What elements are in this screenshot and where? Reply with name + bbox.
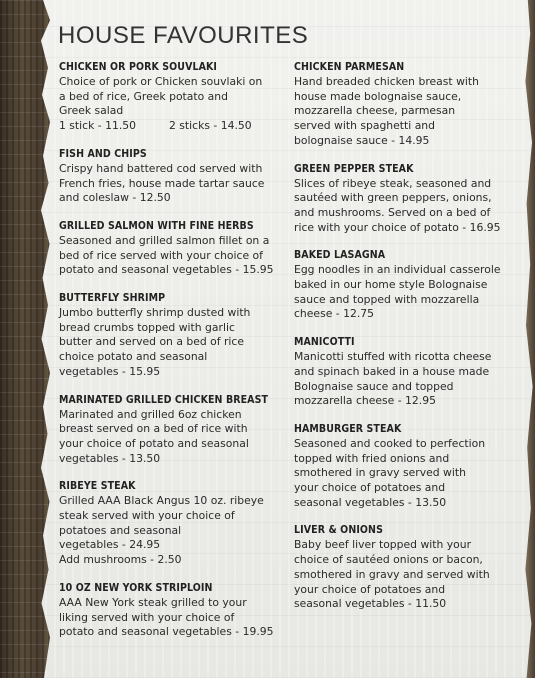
menu-item-description: Jumbo butterfly shrimp dusted with bread crumbs topped with garlic butter and served on a bed of rice choice potato and seasonal vegetables - 15.95 [59,306,251,378]
menu-item-name: 10 OZ NEW YORK STRIPLOIN [59,581,213,594]
menu-item [59,581,289,640]
menu-item-name: FISH AND CHIPS [59,147,147,160]
menu-column-left [59,60,289,653]
menu-item [294,248,516,322]
menu-item-description: Choice of pork or Chicken souvlaki on a bed of rice, Greek potato and Greek salad [59,75,263,118]
menu-item-description: Seasoned and grilled salmon fillet on a bed of rice served with your choice of potato and seasonal vegetables - 15.95 [59,233,274,277]
menu-item [59,291,289,380]
menu-item [294,422,516,511]
menu-item-name: GREEN PEPPER STEAK [294,162,414,175]
menu-item [294,162,516,236]
menu-item-price: 2 sticks - 14.50 [169,119,252,133]
menu-item-prices [59,119,289,134]
menu-item-description: Marinated and grilled 6oz chicken breast served on a bed of rice with your choice of potato and seasonal vegetables - 13.50 [59,407,249,465]
menu-item [59,60,289,134]
wood-border-right [523,0,535,678]
menu-item-description: Baby beef liver topped with your choice of sautéed onions or bacon, smothered in gravy and served with your choice of potatoes and seasonal vegetables - 11.50 [294,538,490,611]
menu-item-name: BAKED LASAGNA [294,249,386,262]
menu-item-description: AAA New York steak grilled to your liking served with your choice of potato and seasonal vegetables - 19.95 [59,595,274,639]
menu-item-description: Hand breaded chicken breast with house made bolognaise sauce, mozzarella cheese, parmesan served with spaghetti and bolognaise sauce - 14.95 [294,75,479,147]
menu-item [294,60,516,149]
menu-item-description: Slices of ribeye steak, seasoned and sautéed with green peppers, onions, and mushrooms. Served on a bed of rice with your choice of potato - 16.95 [294,176,501,234]
menu-item-description: Manicotti stuffed with ricotta cheese and spinach baked in a house made Bolognaise sauce and topped mozzarella cheese - 12.95 [294,350,492,408]
menu-item [294,523,516,612]
menu-item-name: CHICKEN OR PORK SOUVLAKI [59,61,218,73]
menu-item [59,147,289,206]
menu-item [294,335,516,409]
menu-item-name: MARINATED GRILLED CHICKEN BREAST [59,393,269,406]
menu-column-right [294,60,516,625]
menu-item-name: BUTTERFLY SHRIMP [59,292,166,305]
menu-item-name: LIVER & ONIONS [294,524,383,537]
menu-item-name: CHICKEN PARMESAN [294,61,405,73]
menu-item [59,393,289,467]
menu-item-name: MANICOTTI [294,336,355,349]
menu-item-description: Grilled AAA Black Angus 10 oz. ribeye steak served with your choice of potatoes and seasonal vegetables - 24.95 Add mushrooms - 2.50 [59,494,264,567]
menu-item [59,219,289,278]
menu-item-price: 1 stick - 11.50 [59,119,137,133]
menu-item-description: Egg noodles in an individual casserole baked in our home style Bolognaise sauce and topped with mozzarella cheese - 12.75 [294,263,501,321]
menu-item-name: HAMBURGER STEAK [294,422,402,435]
menu-item-description: Crispy hand battered cod served with French fries, house made tartar sauce and coleslaw - 12.50 [59,161,265,205]
menu-item-name: RIBEYE STEAK [59,480,136,493]
menu-item [59,479,289,568]
menu-item-description: Seasoned and cooked to perfection topped with fried onions and smothered in gravy served with your choice of potatoes and seasonal vegetables - 13.50 [294,436,486,509]
page-title: HOUSE FAVOURITES [58,22,309,49]
wood-border-left [0,0,50,678]
menu-item-name: GRILLED SALMON WITH FINE HERBS [59,219,254,232]
